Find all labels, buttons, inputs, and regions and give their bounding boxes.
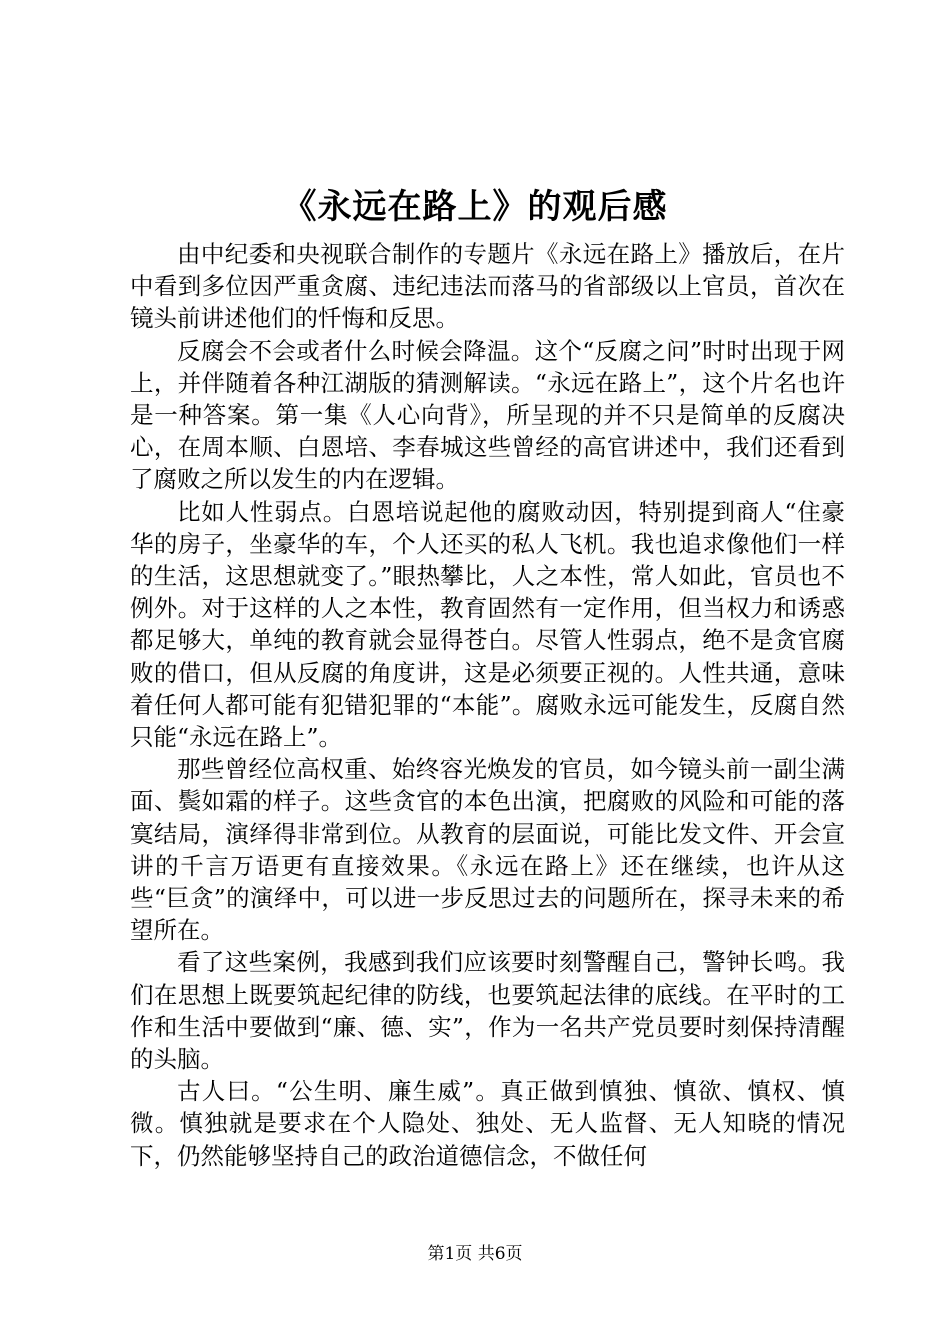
paragraph-5: 看了这些案例，我感到我们应该要时刻警醒自己，警钟长鸣。我们在思想上既要筑起纪律的防线，也要筑起法律的底线。在平时的工作和生活中要做到“廉、德、实”，作为一名共产党员要时刻保持清醒的头脑。 — [130, 948, 845, 1074]
paragraph-6: 古人曰。“公生明、廉生威”。真正做到慎独、慎欲、慎权、慎微。慎独就是要求在个人隐处、独处、无人监督、无人知晓的情况下，仍然能够坚持自己的政治道德信念，不做任何 — [130, 1077, 845, 1170]
document-body — [130, 238, 845, 1172]
paragraph-2: 反腐会不会或者什么时候会降温。这个“反腐之问”时时出现于网上，并伴随着各种江湖版的猜测解读。“永远在路上”，这个片名也许是一种答案。第一集《人心向背》，所呈现的并不只是简单的反腐决心，在周本顺、白恩培、李春城这些曾经的高官讲述中，我们还看到了腐败之所以发生的内在逻辑。 — [130, 336, 845, 494]
paragraph-1: 由中纪委和央视联合制作的专题片《永远在路上》播放后，在片中看到多位因严重贪腐、违纪违法而落马的省部级以上官员，首次在镜头前讲述他们的忏悔和反思。 — [130, 240, 845, 333]
document-title: 《永远在路上》的观后感 — [282, 187, 668, 227]
paragraph-4: 那些曾经位高权重、始终容光焕发的官员，如今镜头前一副尘满面、鬓如霜的样子。这些贪官的本色出演，把腐败的风险和可能的落寞结局，演绎得非常到位。从教育的层面说，可能比发文件、开会宣讲的千言万语更有直接效果。《永远在路上》还在继续，也许从这些“巨贪”的演绎中，可以进一步反思过去的问题所在，探寻未来的希望所在。 — [130, 755, 845, 945]
page-footer: 第1页 共6页 — [427, 1244, 523, 1264]
paragraph-3: 比如人性弱点。白恩培说起他的腐败动因，特别提到商人“住豪华的房子，坐豪华的车，个人还买的私人飞机。我也追求像他们一样的生活，这思想就变了。”眼热攀比，人之本性，常人如此，官员也不例外。对于这样的人之本性，教育固然有一定作用，但当权力和诱惑都足够大，单纯的教育就会显得苍白。尽管人性弱点，绝不是贪官腐败的借口，但从反腐的角度讲，这是必须要正视的。人性共通，意味着任何人都可能有犯错犯罪的“本能”。腐败永远可能发生，反腐自然只能“永远在路上”。 — [130, 497, 845, 752]
